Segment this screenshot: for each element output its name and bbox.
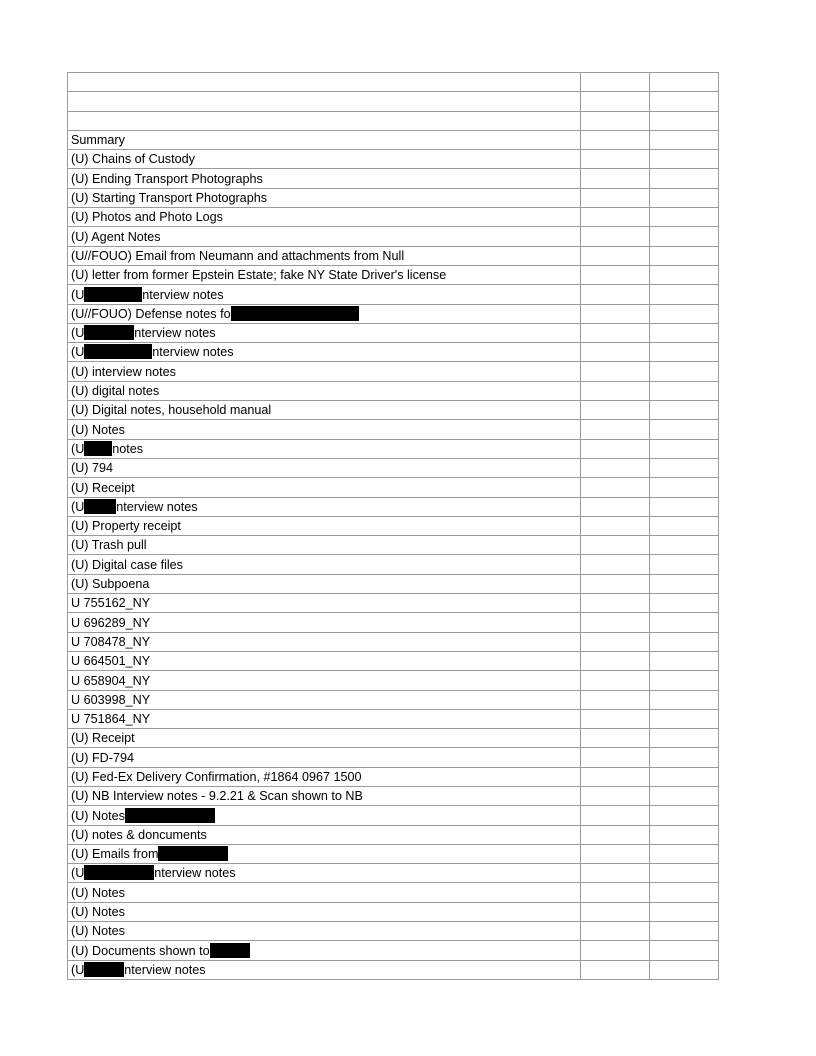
table-row	[68, 150, 719, 169]
description-cell	[68, 458, 581, 477]
table-row	[68, 516, 719, 535]
description-cell	[68, 709, 581, 728]
description-cell	[68, 304, 581, 323]
empty-cell	[650, 401, 719, 420]
description-cell	[68, 651, 581, 670]
empty-cell	[581, 883, 650, 902]
empty-cell	[581, 825, 650, 844]
empty-cell	[650, 671, 719, 690]
empty-cell	[650, 208, 719, 227]
empty-cell	[581, 864, 650, 883]
empty-cell	[650, 786, 719, 805]
description-text: (U) Documents shown to	[71, 943, 210, 958]
description-text: (U) letter from former Epstein Estate; fake NY State Driver's license	[71, 268, 447, 283]
description-cell	[68, 130, 581, 149]
table-row	[68, 536, 719, 555]
table-row	[68, 632, 719, 651]
description-text: (U//FOUO) Email from Neumann and attachments from Null	[71, 248, 405, 263]
table-row	[68, 478, 719, 497]
empty-cell	[650, 497, 719, 516]
empty-cell	[650, 651, 719, 670]
empty-cell	[581, 497, 650, 516]
table-row	[68, 690, 719, 709]
table-row	[68, 458, 719, 477]
description-cell	[68, 671, 581, 690]
empty-cell	[581, 458, 650, 477]
description-text: (U) Notes	[71, 905, 125, 920]
table-row	[68, 169, 719, 188]
empty-cell	[581, 902, 650, 921]
description-cell	[68, 246, 581, 265]
description-text: (U) Notes	[71, 885, 125, 900]
empty-cell	[581, 671, 650, 690]
empty-cell	[650, 285, 719, 304]
description-cell	[68, 536, 581, 555]
empty-cell	[581, 536, 650, 555]
table-row	[68, 709, 719, 728]
redaction-box	[158, 846, 228, 861]
description-cell	[68, 902, 581, 921]
description-cell	[68, 748, 581, 767]
description-text: (U) Subpoena	[71, 577, 150, 592]
table-row	[68, 362, 719, 381]
description-text: U 708478_NY	[71, 634, 151, 649]
index-table	[67, 72, 719, 980]
empty-cell	[650, 555, 719, 574]
description-text: (U	[71, 441, 85, 456]
description-cell	[68, 208, 581, 227]
description-text: U 658904_NY	[71, 673, 151, 688]
description-text: U 603998_NY	[71, 692, 151, 707]
redaction-box	[84, 962, 124, 977]
description-text-after-redaction: nterview notes	[124, 962, 206, 977]
description-text: (U) Ending Transport Photographs	[71, 171, 263, 186]
description-text: (U	[71, 962, 85, 977]
empty-cell	[650, 864, 719, 883]
description-text-after-redaction: nterview notes	[134, 326, 216, 341]
empty-cell	[650, 150, 719, 169]
description-text: U 664501_NY	[71, 654, 151, 669]
description-cell	[68, 632, 581, 651]
empty-cell	[650, 883, 719, 902]
table-row	[68, 111, 719, 130]
redaction-box	[84, 865, 154, 880]
table-row	[68, 92, 719, 111]
empty-cell	[581, 516, 650, 535]
description-cell	[68, 594, 581, 613]
empty-cell	[581, 92, 650, 111]
description-cell	[68, 825, 581, 844]
empty-cell	[650, 169, 719, 188]
empty-cell	[581, 130, 650, 149]
description-cell	[68, 323, 581, 342]
description-cell	[68, 439, 581, 458]
table-row	[68, 304, 719, 323]
description-text: (U) Agent Notes	[71, 229, 161, 244]
description-text: (U//FOUO) Defense notes fo	[71, 306, 231, 321]
index-table-body	[68, 73, 719, 980]
table-row	[68, 439, 719, 458]
table-row	[68, 960, 719, 979]
description-cell	[68, 806, 581, 825]
redaction-box	[84, 441, 112, 456]
description-text: (U) Chains of Custody	[71, 152, 195, 167]
empty-cell	[581, 381, 650, 400]
empty-cell	[650, 594, 719, 613]
empty-cell	[650, 729, 719, 748]
empty-cell	[581, 922, 650, 941]
empty-cell	[650, 825, 719, 844]
description-cell	[68, 690, 581, 709]
empty-cell	[650, 323, 719, 342]
empty-cell	[650, 458, 719, 477]
empty-cell	[650, 941, 719, 960]
description-text: (U) Photos and Photo Logs	[71, 210, 223, 225]
description-text: (U) notes & doncuments	[71, 827, 207, 842]
description-text: (U) FD-794	[71, 750, 134, 765]
empty-cell	[581, 111, 650, 130]
description-cell	[68, 922, 581, 941]
empty-cell	[581, 208, 650, 227]
description-cell	[68, 574, 581, 593]
empty-cell	[581, 613, 650, 632]
description-cell	[68, 786, 581, 805]
empty-cell	[581, 844, 650, 863]
empty-cell	[650, 574, 719, 593]
empty-cell	[581, 786, 650, 805]
description-cell	[68, 188, 581, 207]
empty-cell	[581, 265, 650, 284]
table-row	[68, 285, 719, 304]
description-cell	[68, 729, 581, 748]
description-cell	[68, 613, 581, 632]
table-row	[68, 401, 719, 420]
empty-cell	[581, 690, 650, 709]
description-text: (U) Emails from	[71, 847, 159, 862]
description-text: (U	[71, 866, 85, 881]
description-text: (U) Trash pull	[71, 538, 147, 553]
description-text-after-redaction: nterview notes	[154, 866, 236, 881]
table-row	[68, 825, 719, 844]
empty-cell	[581, 227, 650, 246]
description-text: (U) Notes	[71, 924, 125, 939]
redaction-box	[210, 943, 250, 958]
table-row	[68, 188, 719, 207]
empty-cell	[581, 323, 650, 342]
description-text: (U) 794	[71, 461, 113, 476]
table-row	[68, 922, 719, 941]
table-row	[68, 941, 719, 960]
empty-cell	[581, 73, 650, 92]
empty-cell	[650, 381, 719, 400]
table-row	[68, 613, 719, 632]
description-cell	[68, 941, 581, 960]
description-cell	[68, 516, 581, 535]
empty-cell	[581, 806, 650, 825]
description-text: U 751864_NY	[71, 712, 151, 727]
description-text: (U	[71, 326, 85, 341]
table-row	[68, 902, 719, 921]
description-cell	[68, 343, 581, 362]
description-cell	[68, 92, 581, 111]
description-cell	[68, 150, 581, 169]
empty-cell	[650, 902, 719, 921]
empty-cell	[581, 594, 650, 613]
empty-cell	[581, 362, 650, 381]
table-row	[68, 651, 719, 670]
description-cell	[68, 362, 581, 381]
empty-cell	[581, 439, 650, 458]
empty-cell	[581, 574, 650, 593]
table-row	[68, 748, 719, 767]
redaction-box	[84, 499, 116, 514]
description-cell	[68, 960, 581, 979]
description-cell	[68, 555, 581, 574]
redaction-box	[125, 808, 215, 823]
description-text-after-redaction: nterview notes	[116, 499, 198, 514]
description-cell	[68, 497, 581, 516]
empty-cell	[581, 246, 650, 265]
empty-cell	[650, 613, 719, 632]
empty-cell	[581, 343, 650, 362]
description-cell	[68, 285, 581, 304]
empty-cell	[650, 92, 719, 111]
table-row	[68, 786, 719, 805]
empty-cell	[581, 748, 650, 767]
empty-cell	[650, 73, 719, 92]
table-row	[68, 767, 719, 786]
description-cell	[68, 864, 581, 883]
empty-cell	[581, 709, 650, 728]
description-text: U 696289_NY	[71, 615, 151, 630]
redaction-box	[84, 344, 152, 359]
description-text: (U	[71, 345, 85, 360]
table-row	[68, 806, 719, 825]
empty-cell	[650, 709, 719, 728]
description-cell	[68, 73, 581, 92]
empty-cell	[650, 265, 719, 284]
empty-cell	[650, 748, 719, 767]
description-cell	[68, 478, 581, 497]
empty-cell	[581, 401, 650, 420]
description-cell	[68, 381, 581, 400]
description-cell	[68, 844, 581, 863]
description-text: (U) Notes	[71, 422, 125, 437]
description-text: (U) Receipt	[71, 731, 135, 746]
empty-cell	[650, 516, 719, 535]
description-text: (U) interview notes	[71, 364, 176, 379]
description-text: (U) Digital case files	[71, 557, 183, 572]
empty-cell	[581, 941, 650, 960]
table-row	[68, 671, 719, 690]
description-cell	[68, 767, 581, 786]
empty-cell	[650, 343, 719, 362]
empty-cell	[581, 960, 650, 979]
table-row	[68, 73, 719, 92]
description-cell	[68, 883, 581, 902]
redaction-box	[84, 287, 142, 302]
description-text: (U) Digital notes, household manual	[71, 403, 272, 418]
empty-cell	[650, 922, 719, 941]
table-row	[68, 343, 719, 362]
empty-cell	[581, 169, 650, 188]
empty-cell	[581, 285, 650, 304]
table-row	[68, 555, 719, 574]
empty-cell	[650, 536, 719, 555]
table-row	[68, 208, 719, 227]
empty-cell	[650, 960, 719, 979]
description-text: (U) Starting Transport Photographs	[71, 191, 267, 206]
description-text: (U) Notes	[71, 808, 125, 823]
description-text-after-redaction: nterview notes	[152, 345, 234, 360]
empty-cell	[650, 130, 719, 149]
empty-cell	[650, 111, 719, 130]
table-row	[68, 574, 719, 593]
description-text-after-redaction: notes	[112, 441, 144, 456]
redaction-box	[231, 306, 359, 321]
empty-cell	[581, 555, 650, 574]
empty-cell	[650, 478, 719, 497]
description-cell	[68, 420, 581, 439]
empty-cell	[581, 420, 650, 439]
table-row	[68, 227, 719, 246]
description-text: (U	[71, 287, 85, 302]
empty-cell	[650, 690, 719, 709]
description-cell	[68, 169, 581, 188]
description-cell	[68, 265, 581, 284]
empty-cell	[650, 188, 719, 207]
description-text: (U) digital notes	[71, 384, 160, 399]
description-text: Summary	[71, 133, 125, 148]
empty-cell	[581, 188, 650, 207]
empty-cell	[581, 767, 650, 786]
table-row	[68, 130, 719, 149]
empty-cell	[650, 767, 719, 786]
table-row	[68, 381, 719, 400]
empty-cell	[650, 304, 719, 323]
empty-cell	[581, 651, 650, 670]
table-row	[68, 844, 719, 863]
empty-cell	[581, 478, 650, 497]
description-text: U 755162_NY	[71, 596, 151, 611]
description-text: (U) Receipt	[71, 480, 135, 495]
empty-cell	[581, 632, 650, 651]
table-row	[68, 420, 719, 439]
table-row	[68, 265, 719, 284]
empty-cell	[650, 439, 719, 458]
description-text: (U	[71, 499, 85, 514]
empty-cell	[650, 806, 719, 825]
empty-cell	[650, 362, 719, 381]
table-row	[68, 246, 719, 265]
empty-cell	[650, 246, 719, 265]
description-text: (U) NB Interview notes - 9.2.21 & Scan shown to NB	[71, 789, 363, 804]
empty-cell	[581, 304, 650, 323]
description-cell	[68, 401, 581, 420]
empty-cell	[650, 420, 719, 439]
description-text: (U) Fed-Ex Delivery Confirmation, #1864 0967 1500	[71, 769, 362, 784]
empty-cell	[581, 150, 650, 169]
description-cell	[68, 227, 581, 246]
empty-cell	[581, 729, 650, 748]
table-row	[68, 883, 719, 902]
table-row	[68, 323, 719, 342]
table-row	[68, 497, 719, 516]
empty-cell	[650, 227, 719, 246]
redaction-box	[84, 325, 134, 340]
description-text: (U) Property receipt	[71, 519, 181, 534]
description-text-after-redaction: nterview notes	[142, 287, 224, 302]
table-row	[68, 594, 719, 613]
table-row	[68, 864, 719, 883]
description-cell	[68, 111, 581, 130]
table-row	[68, 729, 719, 748]
empty-cell	[650, 632, 719, 651]
empty-cell	[650, 844, 719, 863]
